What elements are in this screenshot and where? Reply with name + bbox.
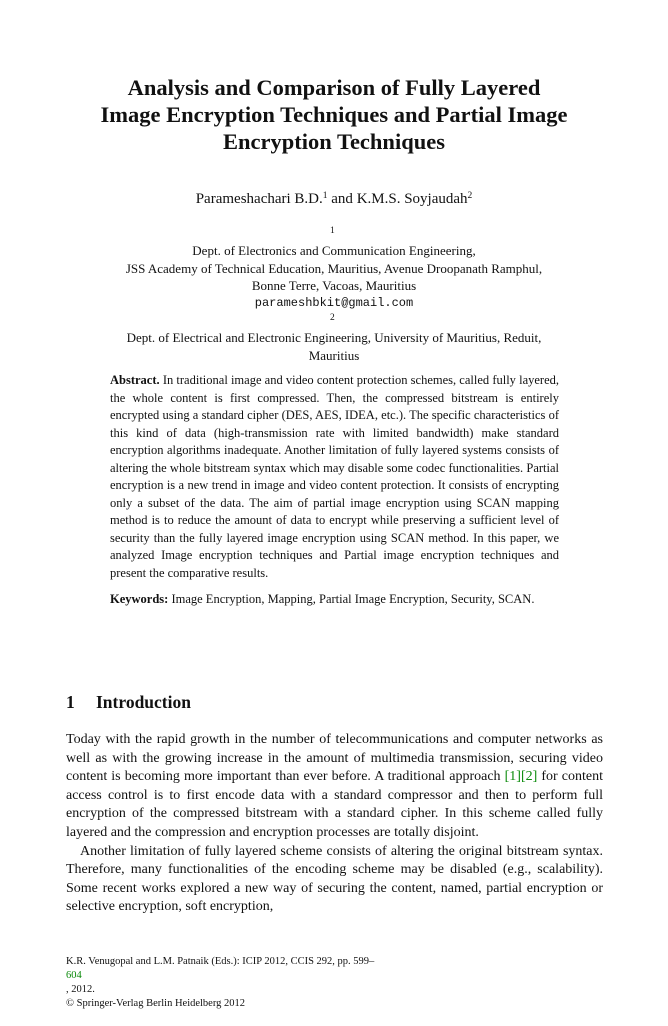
citation-2-number[interactable]: 2 — [525, 769, 533, 785]
citation-2-open: [ — [520, 769, 526, 785]
title-line-2: Image Encryption Techniques and Partial Image — [100, 102, 568, 127]
affiliation-2-dept: Dept. of Electrical and Electronic Engineering, University of Mauritius, Reduit, — [126, 330, 542, 346]
author-1: Parameshachari B.D. — [195, 191, 323, 207]
author-connector: and — [327, 191, 357, 207]
footer-citation-start: K.R. Venugopal and L.M. Patnaik (Eds.): ICIP 2012, CCIS 292, pp. 599– — [66, 956, 375, 967]
citation-1[interactable] — [505, 769, 521, 784]
footer-citation-line — [66, 955, 606, 997]
affiliation-2-line-2: Mauritius — [308, 347, 360, 363]
author-2-affil-mark: 2 — [467, 191, 473, 201]
citation-1-number[interactable]: 1 — [509, 769, 517, 785]
author-email[interactable]: parameshbkit@gmail.com — [254, 295, 414, 310]
author-2: K.M.S. Soyjaudah — [356, 191, 468, 207]
paper-title — [40, 74, 628, 155]
affiliations — [40, 225, 628, 364]
body-text — [66, 731, 603, 917]
citation-2[interactable] — [521, 769, 537, 784]
keywords-label: Keywords: — [110, 592, 169, 606]
section-number: 1 — [66, 692, 75, 712]
affiliation-2-line-1 — [40, 312, 628, 347]
author-list — [40, 190, 628, 208]
affiliation-2-mark: 2 — [330, 313, 335, 324]
affiliation-1-line-1 — [40, 225, 628, 260]
paragraph-1-end: for content access control is to first encode data with a standard compressor and then to perform full encryption of the compressed bitstream with a standard cipher. In this scheme called fully layered and the compression and encryption processes are totally disjoint. — [66, 769, 603, 840]
page-footer — [66, 955, 606, 1011]
affiliation-1-dept: Dept. of Electronics and Communication Engineering, — [192, 243, 476, 259]
keywords-text: Image Encryption, Mapping, Partial Image Encryption, Security, SCAN. — [171, 592, 535, 606]
citation-2-close: ] — [532, 769, 538, 785]
abstract-text: In traditional image and video content protection schemes, called fully layered, the whole content is first compressed. Then, the compressed bitstream is entirely encrypted using a standard cipher (DES, AES, IDEA, etc.). The specific characteristics of this kind of data (high-transmission rate with limited bandwidth) make standard encryption algorithms inadequate. Another limitation of fully layered systems consists of altering the whole bitstream syntax which may disable some codec functionalities. Partial encryption is a new trend in image and video content protection. It consists of encrypting only a subset of the data. The aim of partial image encryption using SCAN mapping method is to reduce the amount of data to encrypt while preserving a sufficient level of security than the fully layered image encryption using SCAN method. In this paper, we analyzed Image encryption techniques and Partial image encryption techniques and present the comparative results. — [110, 373, 560, 580]
affiliation-1-line-3: Bonne Terre, Vacoas, Mauritius — [251, 278, 417, 294]
citation-1-close: ] — [516, 769, 521, 785]
affiliation-1-mark: 1 — [330, 226, 335, 236]
section-heading-introduction — [66, 692, 191, 713]
author-1-affil-mark: 1 — [322, 191, 328, 201]
intro-paragraph-1 — [66, 731, 603, 843]
footer-copyright: © Springer-Verlag Berlin Heidelberg 2012 — [66, 998, 246, 1009]
keywords-paragraph — [110, 591, 559, 609]
affiliation-1-line-2: JSS Academy of Technical Education, Mauritius, Avenue Droopanath Ramphul, — [125, 260, 543, 276]
title-line-3: Encryption Techniques — [223, 129, 445, 154]
abstract-paragraph — [110, 372, 559, 582]
citation-1-open: [ — [504, 769, 510, 785]
footer-citation-end: , 2012. — [66, 984, 95, 995]
abstract-block — [110, 372, 559, 609]
intro-paragraph-2: Another limitation of fully layered scheme consists of altering the original bitstream syntax. Therefore, many functionalities of the encoding scheme may be disabled (e.g., scalability). Some recent works explored a new way of securing the content, named, partial encryption or selective encryption, soft encryption, — [66, 843, 603, 915]
footer-page-link[interactable]: 604 — [66, 970, 82, 981]
section-title: Introduction — [96, 692, 191, 712]
paragraph-1-start: Today with the rapid growth in the number of telecommunications and computer networks as well as with the growing increase in the amount of multimedia transmission, securing video content is becoming more important than ever before. A traditional approach — [66, 732, 603, 785]
title-line-1: Analysis and Comparison of Fully Layered — [127, 75, 541, 100]
abstract-label: Abstract. — [110, 373, 160, 387]
